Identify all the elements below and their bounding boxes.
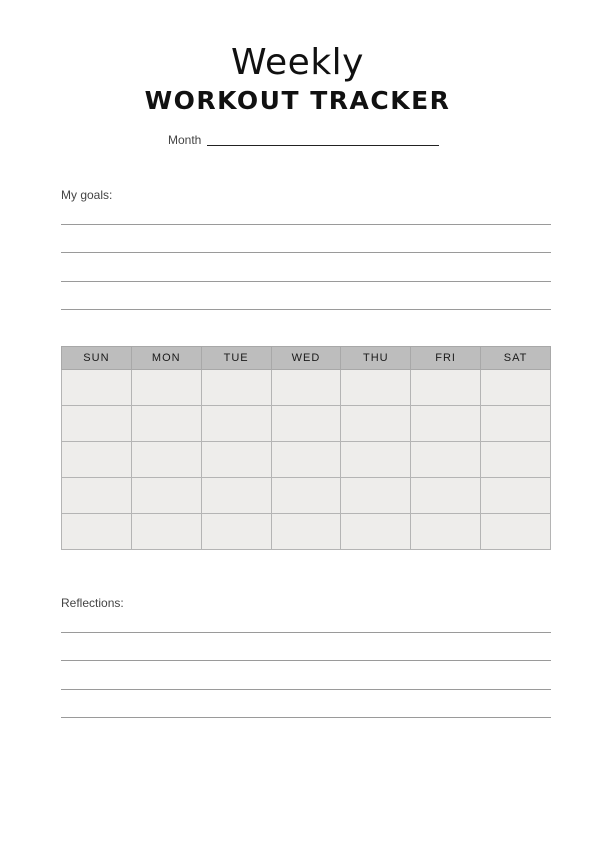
day-header-wed: WED [271,347,341,370]
grid-row [62,370,551,406]
day-header-thu: THU [341,347,411,370]
grid-cell[interactable] [411,442,481,478]
grid-cell[interactable] [411,370,481,406]
grid-row [62,406,551,442]
grid-cell[interactable] [271,514,341,550]
grid-cell[interactable] [411,514,481,550]
grid-cell[interactable] [62,514,132,550]
grid-cell[interactable] [341,478,411,514]
reflections-label: Reflections: [61,596,124,610]
grid-cell[interactable] [411,478,481,514]
grid-cell[interactable] [271,442,341,478]
day-header-row [62,347,551,370]
grid-cell[interactable] [201,442,271,478]
month-label: Month [168,133,202,147]
grid-cell[interactable] [481,478,551,514]
grid-cell[interactable] [481,514,551,550]
grid-cell[interactable] [481,406,551,442]
grid-cell[interactable] [201,370,271,406]
reflections-line[interactable] [61,632,551,633]
day-header-sun: SUN [62,347,132,370]
grid-cell[interactable] [481,442,551,478]
reflections-line[interactable] [61,660,551,661]
goals-line[interactable] [61,281,551,282]
month-write-line[interactable] [207,145,439,146]
day-header-sat: SAT [481,347,551,370]
goals-line[interactable] [61,252,551,253]
grid-cell[interactable] [271,406,341,442]
grid-cell[interactable] [62,406,132,442]
grid-cell[interactable] [271,478,341,514]
grid-cell[interactable] [341,514,411,550]
grid-cell[interactable] [481,370,551,406]
grid-cell[interactable] [62,478,132,514]
grid-cell[interactable] [131,478,201,514]
grid-row [62,478,551,514]
day-header-fri: FRI [411,347,481,370]
grid-cell[interactable] [131,370,201,406]
goals-label: My goals: [61,188,113,202]
page-title-weekly: Weekly [231,42,364,83]
grid-row [62,514,551,550]
grid-cell[interactable] [131,442,201,478]
month-field [168,128,439,148]
grid-cell[interactable] [62,442,132,478]
grid-cell[interactable] [341,442,411,478]
workout-grid [61,346,551,550]
page-title-workout-tracker: WORKOUT TRACKER [144,86,451,115]
reflections-line[interactable] [61,689,551,690]
goals-line[interactable] [61,224,551,225]
grid-row [62,442,551,478]
grid-cell[interactable] [62,370,132,406]
goals-line[interactable] [61,309,551,310]
grid-cell[interactable] [271,370,341,406]
grid-cell[interactable] [201,478,271,514]
day-header-mon: MON [131,347,201,370]
grid-cell[interactable] [341,406,411,442]
day-header-tue: TUE [201,347,271,370]
reflections-line[interactable] [61,717,551,718]
grid-cell[interactable] [201,406,271,442]
grid-cell[interactable] [341,370,411,406]
grid-cell[interactable] [131,514,201,550]
grid-cell[interactable] [411,406,481,442]
grid-cell[interactable] [131,406,201,442]
grid-cell[interactable] [201,514,271,550]
